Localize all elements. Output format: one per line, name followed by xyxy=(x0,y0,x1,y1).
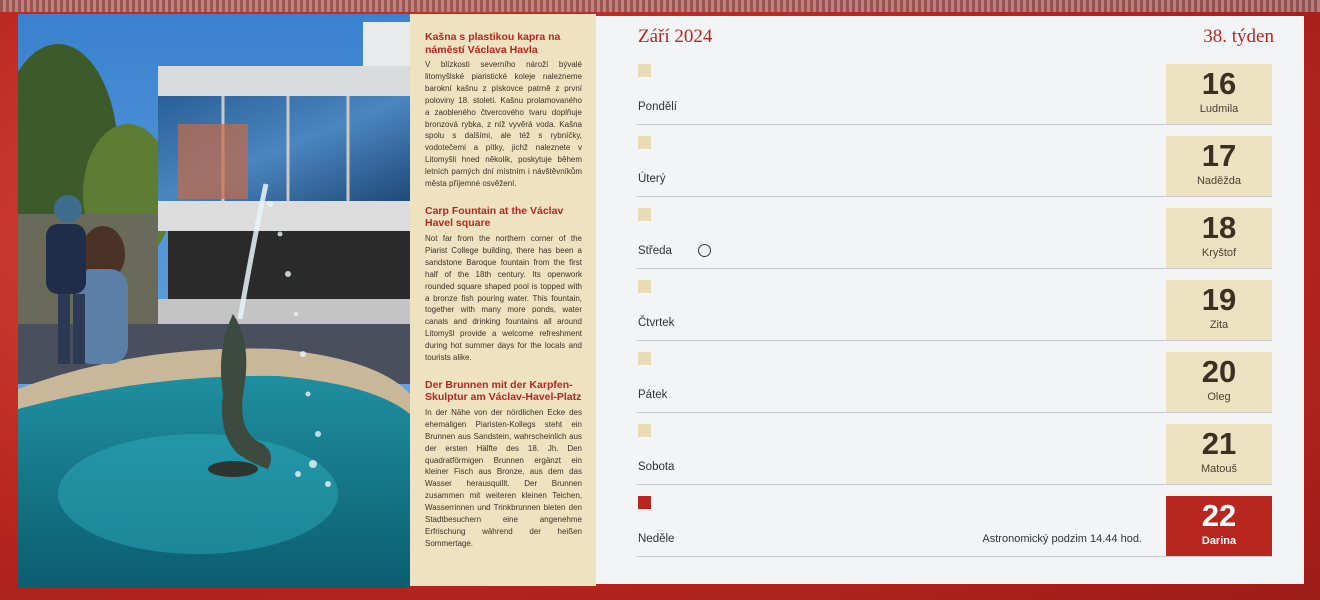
day-divider xyxy=(636,124,1272,125)
nameday: Kryštof xyxy=(1201,247,1237,259)
date-number: 22 xyxy=(1201,498,1237,533)
date-box xyxy=(1166,136,1272,196)
date-number: 16 xyxy=(1201,66,1237,101)
date-number: 21 xyxy=(1201,426,1237,461)
nameday: Darina xyxy=(1201,535,1237,547)
day-marker xyxy=(638,64,651,77)
day-divider xyxy=(636,196,1272,197)
day-marker xyxy=(638,424,651,437)
day-divider xyxy=(636,340,1272,341)
day-name: Středa xyxy=(638,245,672,257)
day-name: Pondělí xyxy=(638,101,678,113)
date-number: 19 xyxy=(1201,282,1237,317)
day-row-saturday[interactable] xyxy=(596,424,1304,496)
day-note: Astronomický podzim 14.44 hod. xyxy=(982,533,1142,545)
day-row-monday[interactable] xyxy=(596,64,1304,136)
day-marker xyxy=(638,208,651,221)
description-column xyxy=(410,14,596,586)
day-divider xyxy=(636,412,1272,413)
day-row-sunday[interactable] xyxy=(596,496,1304,568)
spiral-binding xyxy=(0,0,1320,12)
day-row-wednesday[interactable] xyxy=(596,208,1304,280)
section-title-de: Der Brunnen mit der Karpfen-Skulptur am Václav-Havel-Platz xyxy=(425,378,582,404)
day-marker xyxy=(638,136,651,149)
day-name: Úterý xyxy=(638,173,666,185)
section-title-cz: Kašna s plastikou kapra na náměstí Václava Havla xyxy=(425,31,561,56)
day-row-tuesday[interactable] xyxy=(596,136,1304,208)
date-number: 17 xyxy=(1201,138,1237,173)
date-box-sunday xyxy=(1166,496,1272,556)
section-body-cz: V blízkosti severního nároží bývalé litomyšlské piaristické koleje nalezneme barokní kašnu z pískovce patrně z první poloviny 18. století. Kašnu prolamovaného a zaobleného čtvercového tvaru doplňuje bronzová rybka, z níž vyvěrá voda. Kašna spolu s dalšími, ale též s rybníčky, vodotečemi a pítky, jichž naleznete v Litomyšli hned několik, poskytuje během letních parných dní místním i návštěvníkům města příjemné osvěžení. xyxy=(425,60,582,189)
nameday: Ludmila xyxy=(1199,103,1239,115)
date-box xyxy=(1166,64,1272,124)
date-number: 20 xyxy=(1201,354,1237,389)
day-row-thursday[interactable] xyxy=(596,280,1304,352)
fountain-photo xyxy=(18,14,410,588)
day-marker-sunday xyxy=(638,496,651,509)
nameday: Naděžda xyxy=(1196,175,1242,187)
section-body-en: Not far from the northern corner of the Piarist College building, there has been a sandstone Baroque fountain from the first half of the 18th century. Its openwork rounded square shaped pool is topped with a bronze fish pouring water. This fountain, together with many more ponds, water canals and drinking fountains all around Litomyšl provide a welcome refreshment during hot summer days for the locals and tourists alike. xyxy=(425,233,582,363)
day-marker xyxy=(638,280,651,293)
nameday: Oleg xyxy=(1207,391,1231,403)
day-name: Čtvrtek xyxy=(638,317,675,329)
day-name: Neděle xyxy=(638,533,675,545)
nameday: Matouš xyxy=(1200,463,1238,475)
nameday: Zita xyxy=(1209,319,1229,331)
section-body-de: In der Nähe von der nördlichen Ecke des ehemaligen Piaristen-Kollegs steht ein Brunnen aus Sandstein, wahrscheinlich aus der ersten Hälfte des 18. Jh. Den quadratförmigen Brunnen ergänzt ein kleiner Fisch aus Bronze, aus dem das Wasser herausquillt. Der Brunnen zusammen mit weiteren kleinen Teichen, Wasserrinnen und Trinkbrunnen bieten den Stadtbesuchern eine angenehme Erfrischung während der heißen Sommertage. xyxy=(425,407,582,548)
week-number: 38. týden xyxy=(1203,26,1274,47)
section-title-en: Carp Fountain at the Václav Havel square xyxy=(425,204,564,230)
date-number: 18 xyxy=(1201,210,1237,245)
day-row-friday[interactable] xyxy=(596,352,1304,424)
day-divider xyxy=(636,484,1272,485)
day-name: Pátek xyxy=(638,389,668,401)
date-box xyxy=(1166,208,1272,268)
full-moon-outline-icon xyxy=(698,244,711,257)
date-box xyxy=(1166,352,1272,412)
fountain-photo-illustration xyxy=(18,14,410,588)
day-name: Sobota xyxy=(638,461,675,473)
calendar-page xyxy=(596,16,1304,584)
month-title: Září 2024 xyxy=(638,26,713,47)
day-divider xyxy=(636,268,1272,269)
day-marker xyxy=(638,352,651,365)
day-divider xyxy=(636,556,1272,557)
date-box xyxy=(1166,424,1272,484)
date-box xyxy=(1166,280,1272,340)
